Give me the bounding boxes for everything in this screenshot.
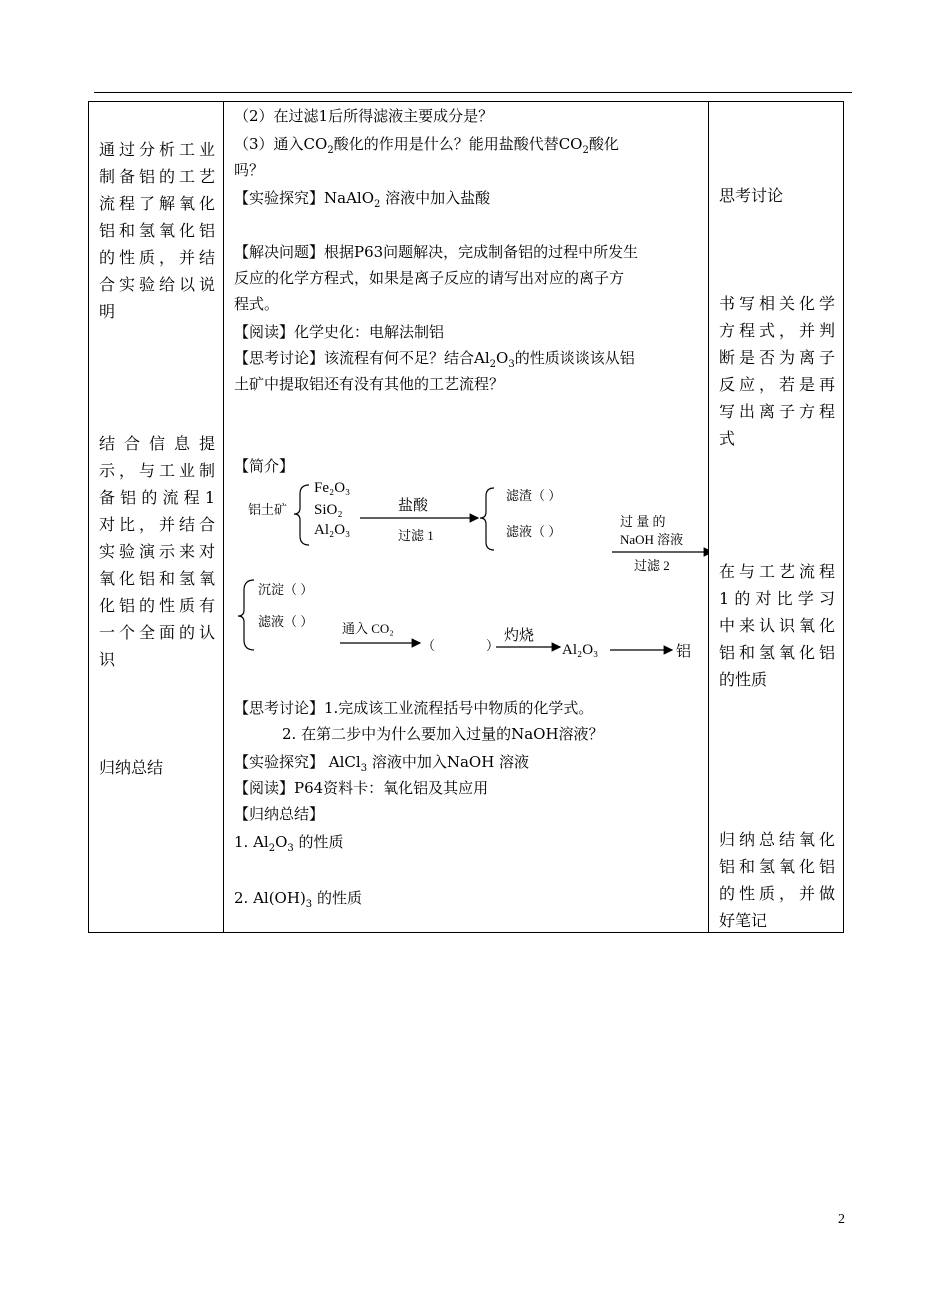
open-paren: （ (422, 638, 436, 653)
activity-line: 书写相关化学 (719, 294, 835, 313)
activity-line: 1的对比学习 (719, 589, 835, 608)
activity-line: 方程式，并判 (719, 321, 835, 340)
activity-1: 思考讨论 (719, 186, 784, 205)
objective-line: 明 (99, 302, 116, 321)
content-column (224, 102, 709, 933)
objective-line: 流程了解氧化 (99, 194, 215, 213)
objective-line: 铝和氢氧化铝 (99, 221, 215, 240)
filtrate2-label: 滤液（ ） (258, 614, 314, 629)
question-3: （3）通入$CO_2$酸化的作用是什么？能用盐酸代替$CO_2$酸化 (234, 135, 619, 156)
filtrate-label: 滤液（ ） (506, 524, 562, 539)
question-2: （2）在过滤1后所得滤液主要成分是？ (234, 107, 494, 125)
solve-problem-cont: 程式。 (234, 295, 280, 313)
ore-label: 铝土矿 (248, 502, 288, 517)
objective-block-1 (99, 136, 215, 325)
objective-line: 实验演示来对 (99, 542, 215, 561)
precipitate-label: 沉淀（ ） (258, 582, 314, 597)
objective-line: 一个全面的认 (99, 623, 215, 642)
activity-line: 中来认识氧化 (719, 616, 835, 635)
al2o3-label: Al₂O₃ (314, 522, 351, 538)
activity-line: 的性质 (719, 670, 768, 689)
activity-line: 在与工艺流程 (719, 562, 835, 581)
summary-item-1: 1. $Al_2O_3$ 的性质 (234, 833, 344, 854)
filter1-label: 过滤 1 (398, 528, 434, 543)
page-number: 2 (838, 1212, 845, 1227)
objective-block-3: 归纳总结 (99, 758, 164, 777)
fe2o3-label: Fe₂O₃ (314, 480, 351, 496)
summary-heading: 【归纳总结】 (234, 805, 325, 823)
activity-4 (719, 826, 835, 934)
activity-2 (719, 290, 835, 452)
sio2-label: SiO₂ (314, 502, 343, 518)
activity-line: 的性质，并做 (719, 884, 835, 903)
lesson-table (88, 101, 844, 933)
objective-line: 备铝的流程1 (99, 488, 215, 507)
solve-problem: 【解决问题】根据P63问题解决，完成制备铝的过程中所发生 (234, 243, 639, 261)
filter2-label: 过滤 2 (634, 558, 670, 573)
activity-line: 归纳总结氧化 (719, 830, 835, 849)
objective-line: 识 (99, 650, 116, 669)
hcl-label: 盐酸 (398, 498, 429, 514)
right-brace (480, 488, 494, 550)
discussion-1: 【思考讨论】该流程有何不足？结合$Al_2O_3$的性质谈谈该从铝 (234, 349, 635, 370)
experiment-1: 【实验探究】NaAlO$_2$ 溶液中加入盐酸 (234, 189, 491, 210)
activity-line: 断是否为离子 (719, 348, 835, 367)
lower-brace (238, 580, 254, 650)
activity-line: 好笔记 (719, 911, 768, 930)
reading-1: 【阅读】化学史化：电解法制铝 (234, 323, 445, 341)
naoh-label: NaOH 溶液 (620, 532, 684, 547)
objective-line: 合实验给以说 (99, 275, 215, 294)
summary-item-2: 2. $Al(OH)_3$ 的性质 (234, 889, 362, 910)
activity-line: 反应，若是再 (719, 375, 835, 394)
intro-heading: 【简介】 (234, 457, 295, 475)
activity-line: 写出离子方程 (719, 402, 835, 421)
objective-line: 通过分析工业 (99, 140, 215, 159)
activity-line: 铝和氢氧化铝 (719, 643, 835, 662)
activity-column (709, 102, 844, 933)
objective-line: 示，与工业制 (99, 461, 215, 480)
activity-line: 式 (719, 429, 736, 448)
reading-2: 【阅读】P64资料卡：氧化铝及其应用 (234, 779, 489, 797)
objective-line: 化铝的性质有 (99, 596, 215, 615)
objective-line: 的性质，并结 (99, 248, 215, 267)
objective-block-2 (99, 430, 215, 673)
objective-line: 制备铝的工艺 (99, 167, 215, 186)
al-product: 铝 (676, 644, 692, 660)
residue-label: 滤渣（ ） (506, 488, 562, 503)
objective-column (89, 102, 224, 933)
objective-line: 氧化铝和氢氧 (99, 569, 215, 588)
solve-problem-cont: 反应的化学方程式，如果是离子反应的请写出对应的离子方 (234, 269, 625, 287)
objective-line: 结合信息提 (99, 434, 215, 453)
excess-label: 过 量 的 (620, 514, 666, 529)
left-brace (294, 485, 309, 545)
process-flow-diagram (224, 102, 708, 672)
discussion-2: 【思考讨论】1.完成该工业流程括号中物质的化学式。 (234, 699, 594, 717)
objective-line: 对比，并结合 (99, 515, 215, 534)
activity-3 (719, 558, 835, 693)
question-3-cont: 吗？ (234, 161, 265, 179)
experiment-2: 【实验探究】 AlCl$_3$ 溶液中加入NaOH 溶液 (234, 753, 530, 774)
discussion-2-q2: 2. 在第二步中为什么要加入过量的NaOH溶液？ (282, 725, 604, 743)
al2o3-product: Al₂O₃ (562, 642, 599, 658)
activity-line: 铝和氢氧化铝 (719, 857, 835, 876)
ignite-label: 灼烧 (504, 628, 535, 644)
table-row (89, 102, 844, 933)
close-paren: ） (486, 638, 500, 653)
header-rule (94, 92, 852, 93)
discussion-1-cont: 土矿中提取铝还有没有其他的工艺流程？ (234, 375, 505, 393)
co2-label: 通入 CO₂ (342, 621, 394, 636)
